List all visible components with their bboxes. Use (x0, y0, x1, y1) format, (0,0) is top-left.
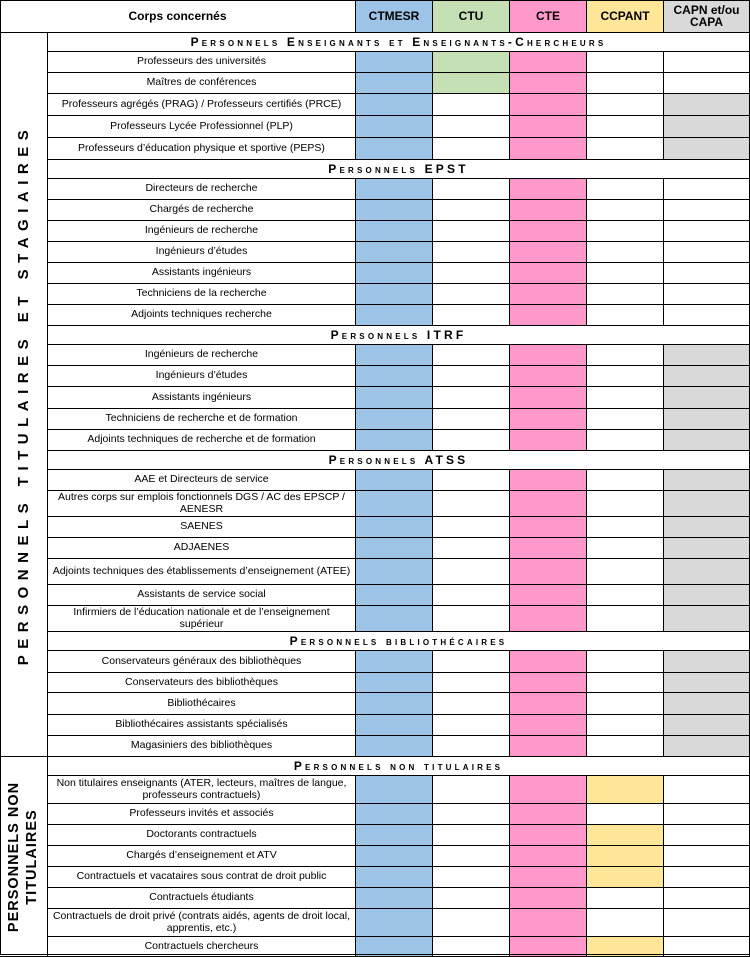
status-cell-capn (664, 179, 750, 200)
status-cell-cte (510, 138, 587, 160)
table-row-label: Assistants ingénieurs (48, 263, 356, 284)
status-cell-cte (510, 846, 587, 867)
table-row-label: Ingénieurs de recherche (48, 221, 356, 242)
status-cell-ctmesr (356, 846, 433, 867)
status-cell-cte (510, 804, 587, 825)
sidebar-non-titulaires-line1: PERSONNELS NON (6, 781, 23, 932)
status-cell-ctu (433, 430, 510, 451)
status-cell-capn (664, 715, 750, 736)
status-cell-ctu (433, 715, 510, 736)
status-cell-ctmesr (356, 345, 433, 366)
status-cell-ctmesr (356, 284, 433, 305)
status-cell-ctmesr (356, 94, 433, 116)
section-title: Personnels bibliothécaires (48, 632, 750, 651)
section-title: Personnels ATSS (48, 451, 750, 470)
table-row-label: Conservateurs généraux des bibliothèques (48, 651, 356, 673)
status-cell-ccpant (587, 242, 664, 263)
status-cell-ctu (433, 138, 510, 160)
status-cell-ctu (433, 559, 510, 585)
status-cell-ctu (433, 221, 510, 242)
status-cell-ctmesr (356, 606, 433, 632)
status-cell-ccpant (587, 491, 664, 517)
status-cell-ctmesr (356, 242, 433, 263)
status-cell-ctu (433, 387, 510, 409)
status-cell-ccpant (587, 651, 664, 673)
status-cell-ccpant (587, 715, 664, 736)
status-cell-ctu (433, 491, 510, 517)
table-row-label: Professeurs Lycée Professionnel (PLP) (48, 116, 356, 138)
status-cell-ctmesr (356, 73, 433, 94)
status-cell-ctmesr (356, 715, 433, 736)
status-cell-cte (510, 52, 587, 73)
status-cell-cte (510, 430, 587, 451)
status-cell-capn (664, 200, 750, 221)
status-cell-ccpant (587, 94, 664, 116)
table-row-label: Contractuels chercheurs (48, 937, 356, 957)
section-title: Personnels EPST (48, 160, 750, 179)
section-title: Personnels ITRF (48, 326, 750, 345)
status-cell-ccpant (587, 366, 664, 387)
status-cell-capn (664, 221, 750, 242)
table-row-label: Conservateurs des bibliothèques (48, 673, 356, 693)
status-cell-ctu (433, 606, 510, 632)
status-cell-capn (664, 825, 750, 846)
table-row-label: Professeurs des universités (48, 52, 356, 73)
status-cell-ccpant (587, 52, 664, 73)
table-row-label: Adjoints techniques recherche (48, 305, 356, 326)
status-cell-ctu (433, 888, 510, 909)
status-cell-ccpant (587, 825, 664, 846)
table-row-label: Contractuels et vacataires sous contrat de droit public (48, 867, 356, 888)
sidebar-non-titulaires-label (6, 781, 42, 931)
status-cell-capn (664, 804, 750, 825)
status-cell-cte (510, 470, 587, 491)
status-cell-ctmesr (356, 200, 433, 221)
sidebar-non-titulaires (0, 757, 48, 957)
status-cell-ccpant (587, 888, 664, 909)
status-cell-capn (664, 606, 750, 632)
status-cell-capn (664, 559, 750, 585)
status-cell-ctu (433, 179, 510, 200)
status-cell-ccpant (587, 305, 664, 326)
status-cell-cte (510, 305, 587, 326)
table-row-label: Ingénieurs d’études (48, 366, 356, 387)
status-cell-capn (664, 116, 750, 138)
header-capn: CAPN et/ou CAPA (664, 0, 750, 33)
status-cell-ccpant (587, 585, 664, 606)
status-cell-ccpant (587, 73, 664, 94)
status-cell-ctmesr (356, 888, 433, 909)
status-cell-ctmesr (356, 138, 433, 160)
status-cell-ctu (433, 409, 510, 430)
status-cell-ctu (433, 804, 510, 825)
status-cell-ctu (433, 517, 510, 538)
status-cell-capn (664, 387, 750, 409)
status-cell-ccpant (587, 116, 664, 138)
status-cell-capn (664, 867, 750, 888)
status-cell-cte (510, 409, 587, 430)
status-cell-ctmesr (356, 179, 433, 200)
status-cell-ctu (433, 52, 510, 73)
status-cell-ccpant (587, 517, 664, 538)
status-cell-ccpant (587, 430, 664, 451)
status-cell-ctmesr (356, 673, 433, 693)
status-cell-ctu (433, 305, 510, 326)
status-cell-capn (664, 305, 750, 326)
table-row-label: Professeurs invités et associés (48, 804, 356, 825)
status-cell-ccpant (587, 736, 664, 757)
status-cell-ccpant (587, 284, 664, 305)
table-row-label: Contractuels de droit privé (contrats aidés, agents de droit local, apprentis, etc.) (48, 909, 356, 937)
table-row-label: Doctorants contractuels (48, 825, 356, 846)
table-row-label: Non titulaires enseignants (ATER, lecteurs, maîtres de langue, professeurs contractuels) (48, 776, 356, 804)
status-cell-capn (664, 242, 750, 263)
status-cell-ctmesr (356, 693, 433, 715)
status-cell-ctmesr (356, 409, 433, 430)
table-row-label: Ingénieurs de recherche (48, 345, 356, 366)
status-cell-ctu (433, 116, 510, 138)
status-cell-ctu (433, 538, 510, 559)
status-cell-capn (664, 937, 750, 957)
status-cell-capn (664, 888, 750, 909)
status-cell-ctmesr (356, 470, 433, 491)
status-cell-capn (664, 491, 750, 517)
table-row-label: Assistants de service social (48, 585, 356, 606)
status-cell-cte (510, 517, 587, 538)
status-cell-cte (510, 937, 587, 957)
section-title: Personnels Enseignants et Enseignants-Chercheurs (48, 33, 750, 52)
status-cell-capn (664, 909, 750, 937)
table-row-label: Professeurs agrégés (PRAG) / Professeurs certifiés (PRCE) (48, 94, 356, 116)
table-row-label: Magasiniers des bibliothèques (48, 736, 356, 757)
table-row-label: Ingénieurs d’études (48, 242, 356, 263)
status-cell-cte (510, 559, 587, 585)
status-cell-cte (510, 94, 587, 116)
table-row-label: AAE et Directeurs de service (48, 470, 356, 491)
status-cell-capn (664, 94, 750, 116)
status-cell-ctu (433, 651, 510, 673)
status-cell-ccpant (587, 200, 664, 221)
status-cell-cte (510, 825, 587, 846)
status-cell-cte (510, 200, 587, 221)
status-cell-ctmesr (356, 776, 433, 804)
sidebar-titulaires (0, 33, 48, 757)
status-cell-ctu (433, 909, 510, 937)
status-cell-ctu (433, 846, 510, 867)
status-cell-cte (510, 284, 587, 305)
status-cell-capn (664, 52, 750, 73)
status-cell-ctmesr (356, 116, 433, 138)
table-row-label: Chargés d’enseignement et ATV (48, 846, 356, 867)
status-cell-ctu (433, 693, 510, 715)
status-cell-ctmesr (356, 263, 433, 284)
status-cell-ccpant (587, 387, 664, 409)
status-cell-ctmesr (356, 366, 433, 387)
status-cell-ctmesr (356, 585, 433, 606)
status-cell-ccpant (587, 804, 664, 825)
table-row-label: Chargés de recherche (48, 200, 356, 221)
table-row-label: Adjoints techniques de recherche et de formation (48, 430, 356, 451)
table-row-label: Techniciens de recherche et de formation (48, 409, 356, 430)
status-cell-ccpant (587, 559, 664, 585)
status-cell-ccpant (587, 693, 664, 715)
header-corps-concernes: Corps concernés (0, 0, 356, 33)
table-row-label: SAENES (48, 517, 356, 538)
status-cell-capn (664, 73, 750, 94)
status-cell-capn (664, 517, 750, 538)
table-row-label: Maîtres de conférences (48, 73, 356, 94)
status-cell-cte (510, 366, 587, 387)
status-cell-capn (664, 538, 750, 559)
status-cell-capn (664, 673, 750, 693)
header-cte: CTE (510, 0, 587, 33)
status-cell-ctmesr (356, 559, 433, 585)
status-cell-ctu (433, 242, 510, 263)
status-cell-ctmesr (356, 491, 433, 517)
table-row-label: Adjoints techniques des établissements d’enseignement (ATEE) (48, 559, 356, 585)
status-cell-ctmesr (356, 538, 433, 559)
table-row-label: Techniciens de la recherche (48, 284, 356, 305)
status-cell-cte (510, 491, 587, 517)
status-cell-ccpant (587, 221, 664, 242)
status-cell-ctmesr (356, 736, 433, 757)
status-cell-capn (664, 263, 750, 284)
status-cell-ctu (433, 673, 510, 693)
status-cell-ctu (433, 73, 510, 94)
status-cell-ctmesr (356, 909, 433, 937)
table-row-label: Contractuels étudiants (48, 888, 356, 909)
status-cell-ctmesr (356, 867, 433, 888)
status-cell-capn (664, 409, 750, 430)
status-cell-ctu (433, 345, 510, 366)
status-cell-ccpant (587, 937, 664, 957)
header-ccpant: CCPANT (587, 0, 664, 33)
status-cell-capn (664, 776, 750, 804)
status-cell-cte (510, 585, 587, 606)
section-title: Personnels non titulaires (48, 757, 750, 776)
status-cell-ctmesr (356, 430, 433, 451)
status-cell-capn (664, 693, 750, 715)
table-row-label: ADJAENES (48, 538, 356, 559)
header-ctmesr: CTMESR (356, 0, 433, 33)
status-cell-ctu (433, 937, 510, 957)
status-cell-capn (664, 470, 750, 491)
status-cell-ctmesr (356, 517, 433, 538)
status-cell-ctu (433, 736, 510, 757)
status-cell-ctmesr (356, 52, 433, 73)
status-cell-capn (664, 430, 750, 451)
status-cell-ccpant (587, 606, 664, 632)
status-cell-cte (510, 387, 587, 409)
table-row-label: Bibliothécaires (48, 693, 356, 715)
status-cell-ctmesr (356, 387, 433, 409)
table-row-label: Bibliothécaires assistants spécialisés (48, 715, 356, 736)
status-cell-ctmesr (356, 305, 433, 326)
status-cell-ccpant (587, 867, 664, 888)
status-cell-cte (510, 606, 587, 632)
status-cell-cte (510, 221, 587, 242)
status-cell-cte (510, 73, 587, 94)
status-cell-capn (664, 585, 750, 606)
status-cell-cte (510, 673, 587, 693)
status-cell-capn (664, 651, 750, 673)
status-cell-ctu (433, 200, 510, 221)
status-cell-ccpant (587, 263, 664, 284)
status-cell-ctu (433, 94, 510, 116)
status-cell-cte (510, 888, 587, 909)
status-cell-ctu (433, 366, 510, 387)
status-cell-ccpant (587, 470, 664, 491)
status-cell-ccpant (587, 776, 664, 804)
status-cell-cte (510, 909, 587, 937)
status-cell-capn (664, 284, 750, 305)
status-cell-cte (510, 651, 587, 673)
sidebar-non-titulaires-line2: TITULAIRES (24, 808, 41, 905)
status-cell-ctmesr (356, 651, 433, 673)
status-cell-ctmesr (356, 221, 433, 242)
status-cell-ctmesr (356, 825, 433, 846)
status-cell-ctmesr (356, 937, 433, 957)
table-row-label: Autres corps sur emplois fonctionnels DGS / AC des EPSCP / AENESR (48, 491, 356, 517)
status-cell-ccpant (587, 138, 664, 160)
status-cell-cte (510, 179, 587, 200)
status-cell-ctu (433, 825, 510, 846)
status-cell-ccpant (587, 538, 664, 559)
status-cell-ctu (433, 776, 510, 804)
table-row-label: Professeurs d’éducation physique et sportive (PEPS) (48, 138, 356, 160)
sidebar-titulaires-label: PERSONNELS TITULAIRES ET STAGIAIRES (15, 123, 33, 666)
status-cell-cte (510, 693, 587, 715)
table-row-label: Infirmiers de l’éducation nationale et de l’enseignement supérieur (48, 606, 356, 632)
status-cell-ctu (433, 284, 510, 305)
status-cell-ctu (433, 867, 510, 888)
status-cell-ctu (433, 470, 510, 491)
status-cell-ccpant (587, 409, 664, 430)
status-cell-cte (510, 867, 587, 888)
status-cell-capn (664, 345, 750, 366)
table-row-label: Directeurs de recherche (48, 179, 356, 200)
status-cell-ccpant (587, 673, 664, 693)
status-cell-capn (664, 138, 750, 160)
status-cell-ccpant (587, 909, 664, 937)
status-cell-cte (510, 736, 587, 757)
header-ctu: CTU (433, 0, 510, 33)
table-row-label: Assistants ingénieurs (48, 387, 356, 409)
status-cell-cte (510, 715, 587, 736)
status-cell-cte (510, 776, 587, 804)
status-cell-ccpant (587, 846, 664, 867)
status-cell-cte (510, 345, 587, 366)
status-cell-ctu (433, 263, 510, 284)
status-cell-cte (510, 263, 587, 284)
status-cell-capn (664, 846, 750, 867)
status-cell-ctu (433, 585, 510, 606)
status-cell-capn (664, 366, 750, 387)
status-cell-cte (510, 242, 587, 263)
status-cell-capn (664, 736, 750, 757)
status-cell-cte (510, 538, 587, 559)
status-cell-ctmesr (356, 804, 433, 825)
status-cell-ccpant (587, 179, 664, 200)
status-cell-ccpant (587, 345, 664, 366)
status-cell-cte (510, 116, 587, 138)
